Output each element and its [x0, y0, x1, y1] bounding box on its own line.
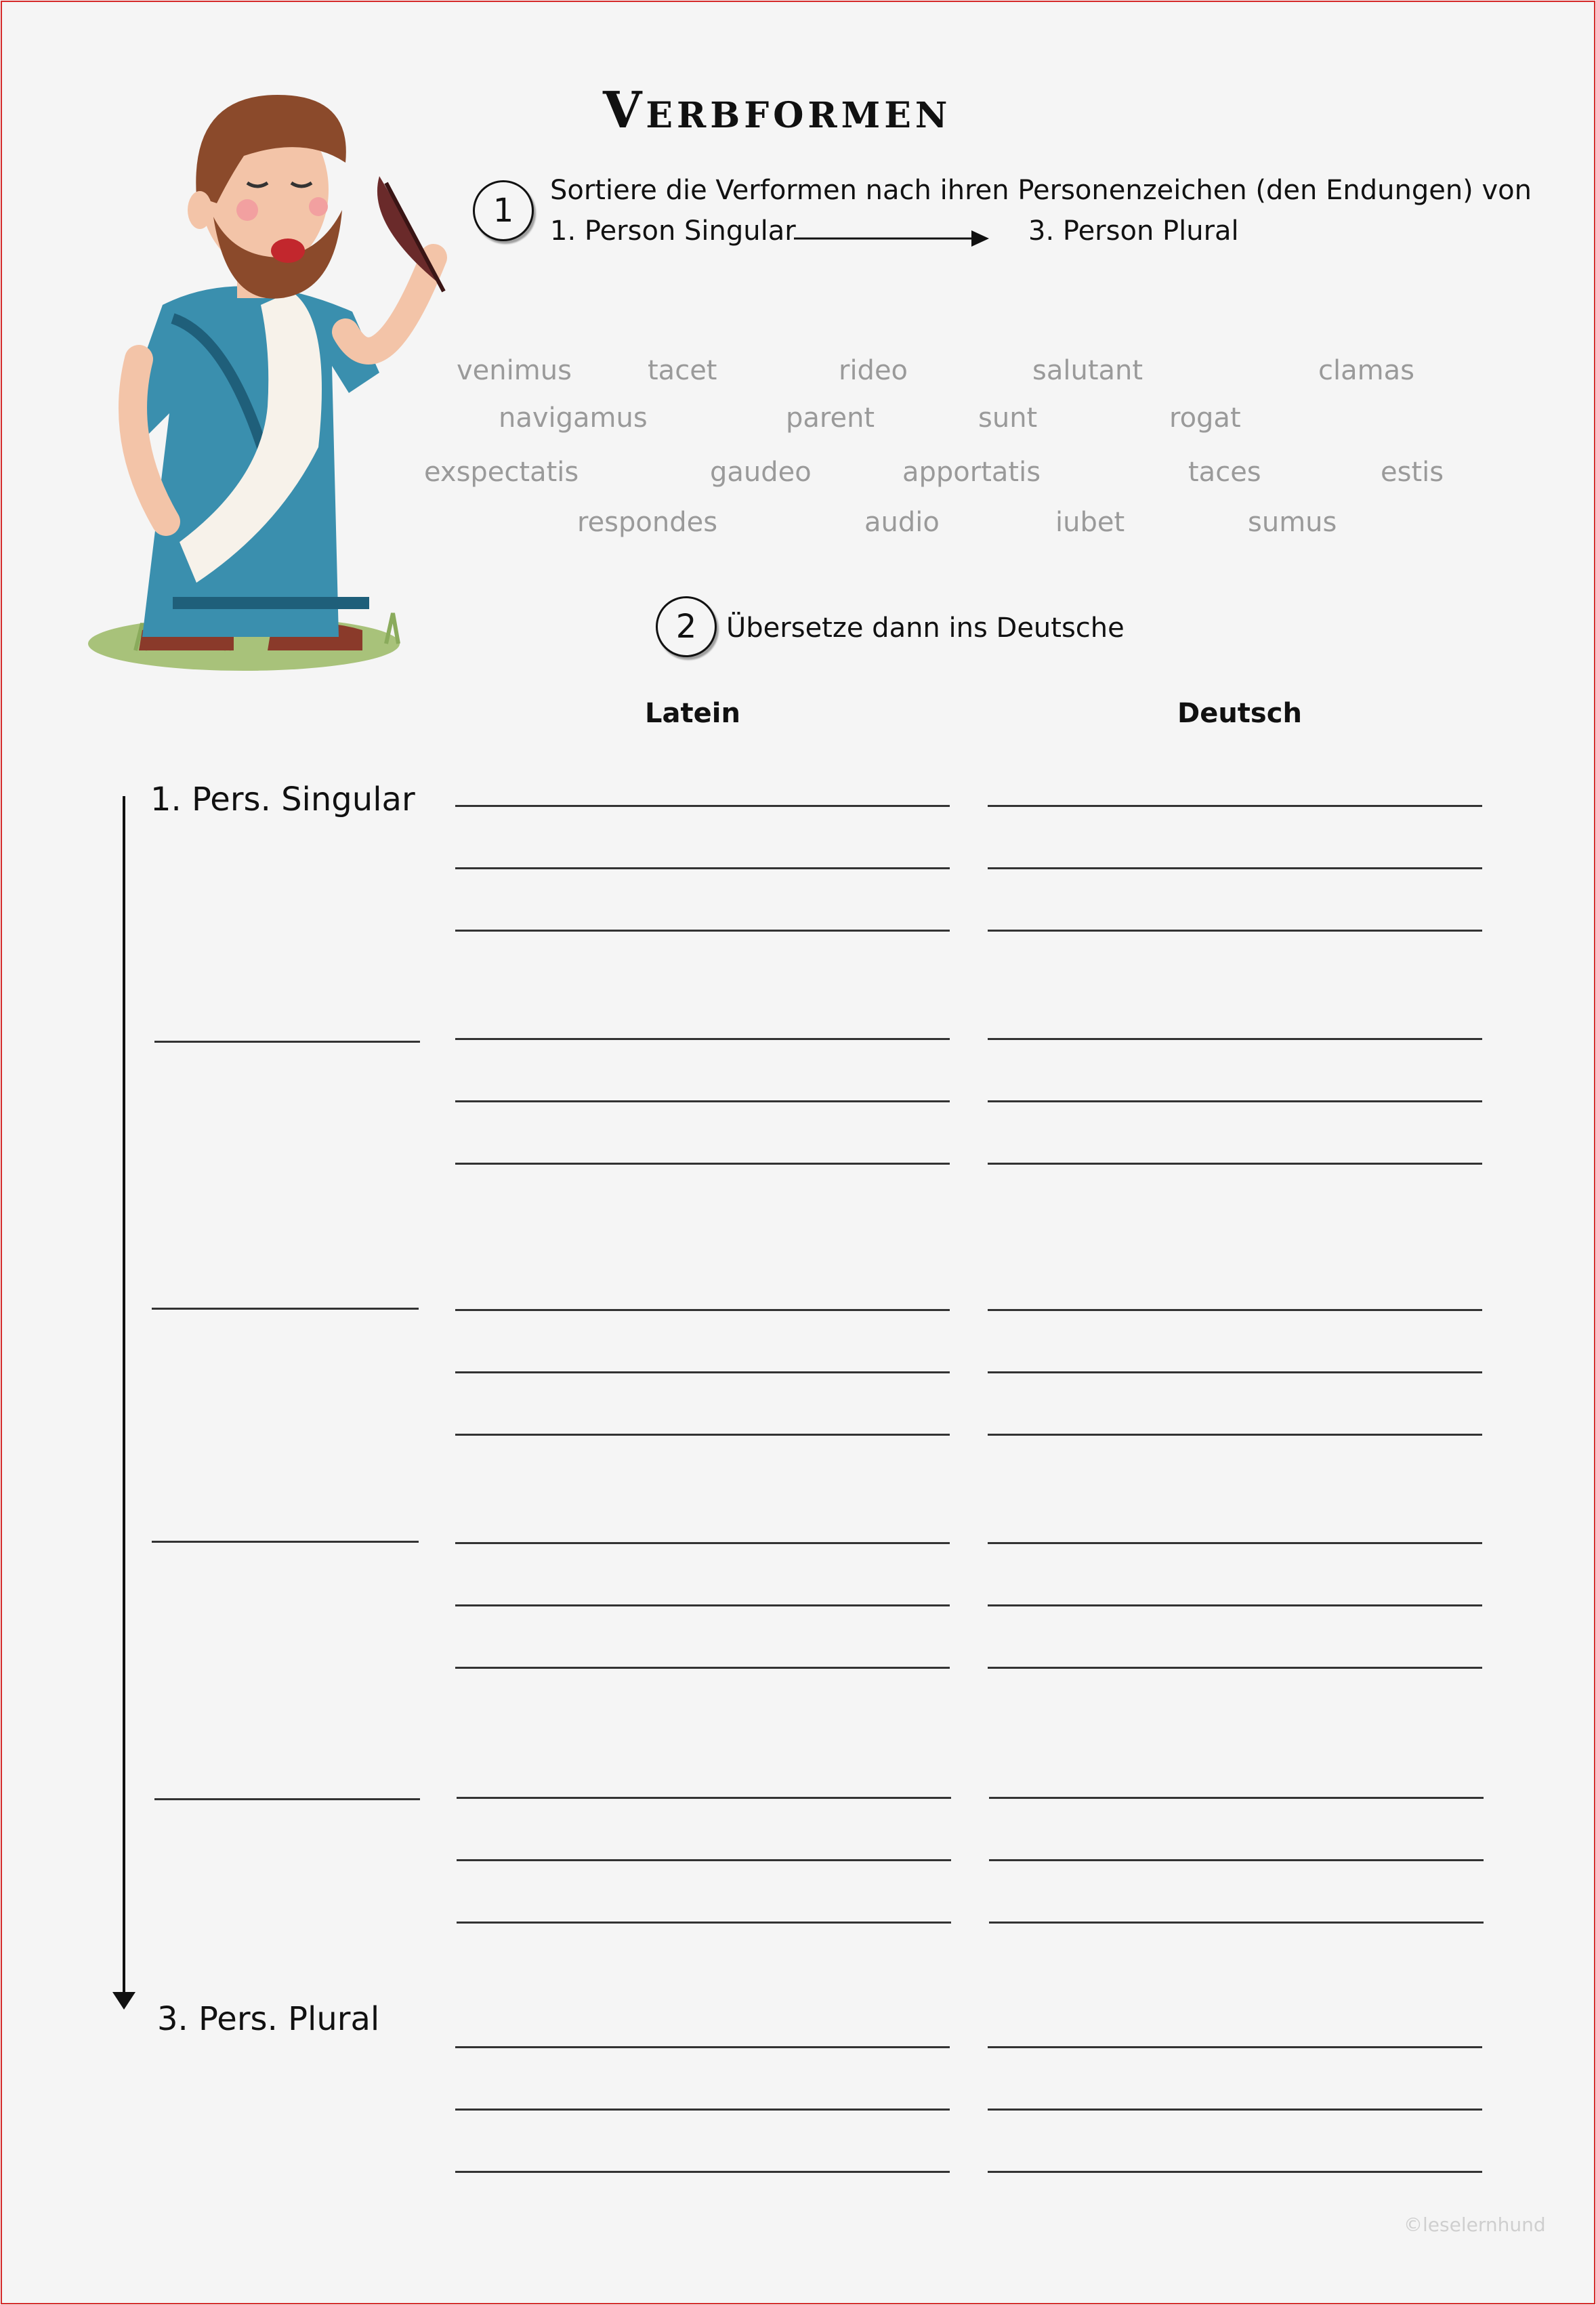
latin-answer-line[interactable]: [455, 805, 950, 807]
german-answer-line[interactable]: [988, 1371, 1482, 1373]
task2-instruction: Übersetze dann ins Deutsche: [726, 612, 1125, 644]
verb-word: iubet: [1055, 507, 1125, 538]
latin-answer-line[interactable]: [455, 867, 950, 869]
task1-number-badge: 1: [473, 180, 534, 241]
roman-man-illustration: [75, 88, 467, 678]
german-answer-line[interactable]: [989, 1922, 1484, 1924]
row-label-blank[interactable]: [152, 1308, 419, 1310]
german-answer-line[interactable]: [988, 1434, 1482, 1436]
task2-number-badge: 2: [656, 596, 717, 657]
task1-to-label: 3. Person Plural: [1028, 215, 1239, 247]
german-answer-line[interactable]: [988, 1100, 1482, 1102]
latin-answer-line[interactable]: [455, 1667, 950, 1669]
german-answer-line[interactable]: [988, 1038, 1482, 1040]
row-label-first: 1. Pers. Singular: [150, 781, 415, 818]
german-answer-line[interactable]: [989, 1797, 1484, 1799]
german-answer-line[interactable]: [988, 930, 1482, 932]
latin-answer-line[interactable]: [455, 1371, 950, 1373]
verb-word: salutant: [1032, 355, 1143, 386]
latin-answer-line[interactable]: [455, 1542, 950, 1544]
verb-word: estis: [1381, 457, 1444, 488]
latin-answer-line[interactable]: [457, 1859, 951, 1861]
row-label-blank[interactable]: [152, 1541, 419, 1543]
task1-from-label: 1. Person Singular: [550, 215, 796, 247]
latin-answer-line[interactable]: [455, 2046, 950, 2048]
german-answer-line[interactable]: [988, 1542, 1482, 1544]
latin-answer-line[interactable]: [457, 1922, 951, 1924]
latin-answer-line[interactable]: [455, 2109, 950, 2111]
verb-word: respondes: [577, 507, 718, 538]
latin-answer-line[interactable]: [457, 1797, 951, 1799]
verb-word: venimus: [457, 355, 572, 386]
german-answer-line[interactable]: [988, 1309, 1482, 1311]
right-arrow-icon: [794, 226, 990, 251]
verb-word: audio: [864, 507, 940, 538]
german-answer-line[interactable]: [988, 1163, 1482, 1165]
german-answer-line[interactable]: [988, 1667, 1482, 1669]
person-order-arrow: [123, 796, 125, 1994]
row-label-last: 3. Pers. Plural: [157, 2000, 380, 2038]
verb-word: tacet: [648, 355, 717, 386]
verb-word: taces: [1188, 457, 1261, 488]
verb-word: rideo: [839, 355, 908, 386]
latin-answer-line[interactable]: [455, 930, 950, 932]
latin-answer-line[interactable]: [455, 1100, 950, 1102]
verb-word: apportatis: [902, 457, 1041, 488]
latin-answer-line[interactable]: [455, 1038, 950, 1040]
page-title: Verbformen: [603, 81, 952, 140]
verb-word: rogat: [1169, 402, 1241, 434]
task1-instruction: Sortiere die Verformen nach ihren Personenzeichen (den Endungen) von: [550, 175, 1532, 206]
verb-word: exspectatis: [424, 457, 579, 488]
column-header-german: Deutsch: [1177, 698, 1302, 729]
latin-answer-line[interactable]: [455, 1309, 950, 1311]
german-answer-line[interactable]: [988, 2109, 1482, 2111]
latin-answer-line[interactable]: [455, 1163, 950, 1165]
latin-answer-line[interactable]: [455, 1604, 950, 1606]
german-answer-line[interactable]: [988, 805, 1482, 807]
verb-word: parent: [786, 402, 875, 434]
column-header-latin: Latein: [645, 698, 740, 729]
copyright-note: ©leselernhund: [1404, 2214, 1546, 2236]
verb-word: sumus: [1248, 507, 1337, 538]
verb-word: sunt: [978, 402, 1038, 434]
down-arrow-icon: [112, 1992, 135, 2010]
german-answer-line[interactable]: [988, 2046, 1482, 2048]
row-label-blank[interactable]: [154, 1041, 420, 1043]
german-answer-line[interactable]: [989, 1859, 1484, 1861]
row-label-blank[interactable]: [154, 1798, 420, 1800]
latin-answer-line[interactable]: [455, 2171, 950, 2173]
german-answer-line[interactable]: [988, 2171, 1482, 2173]
verb-word: gaudeo: [710, 457, 812, 488]
german-answer-line[interactable]: [988, 1604, 1482, 1606]
german-answer-line[interactable]: [988, 867, 1482, 869]
verb-word: clamas: [1318, 355, 1414, 386]
verb-word: navigamus: [499, 402, 648, 434]
latin-answer-line[interactable]: [455, 1434, 950, 1436]
